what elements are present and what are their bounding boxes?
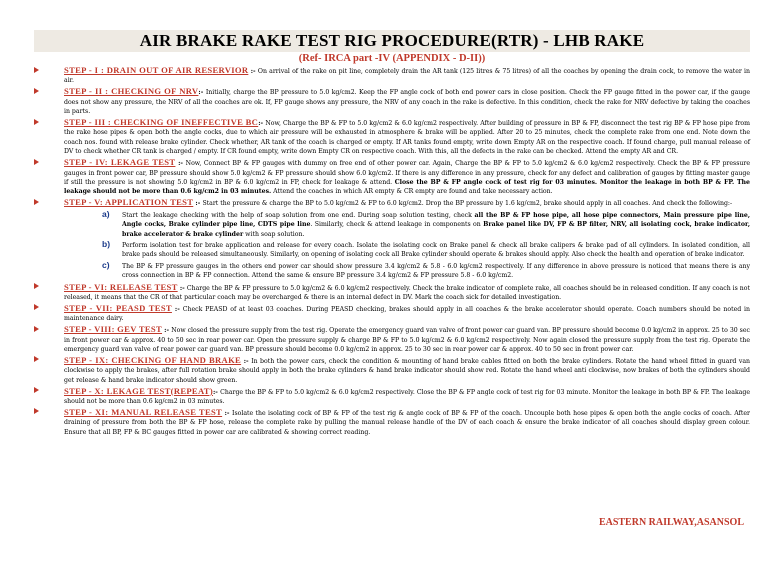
step-separator: :- <box>162 327 172 335</box>
substep-b <box>102 238 750 260</box>
step-heading: STEP - III : CHECKING OF INEFFECTIVE BC <box>64 117 259 128</box>
step-8 <box>34 325 750 354</box>
step-text: Charge the BP & FP to 5.0 kg/cm2 & 6.0 kg/cm2 respectively. Close the BP & FP angle cock of test rig for 03 minute. Monitor the leakage in both BP & FP. The leakage should not be more than 0.6 kg/cm2 in 03 minutes. <box>64 388 751 405</box>
page-title: AIR BRAKE RAKE TEST RIG PROCEDURE(RTR) - LHB RAKE <box>139 31 645 50</box>
substep-text: with soap solution. <box>243 230 305 238</box>
arrow-bullet-icon <box>34 387 39 393</box>
step-heading: STEP - II : CHECKING OF NRV <box>64 86 199 97</box>
footer-organization: EASTERN RAILWAY,ASANSOL <box>598 517 744 528</box>
step-3 <box>34 118 750 157</box>
step-heading: STEP - VI: RELEASE TEST <box>64 281 178 292</box>
step-heading: STEP - X: LEKAGE TEST(REPEAT) <box>64 385 214 396</box>
step-6 <box>34 283 750 303</box>
step-4 <box>34 158 750 197</box>
substep-label: b) <box>102 238 111 249</box>
step-text: Isolate the isolating cock of BP & FP of the test rig & angle cock of BP & FP of the coach. Uncouple both hose pipes & open both the angle cocks of coach. After draining of pressure from both the BP & FP hose, release the complete rake by pulling the manual release handle of the DV of each coach & ensure the brake indicator of all coaches should display green colour. Ensure that all BP, FP & BC gauges fitted in power car are calibrated & showing correct reading. <box>64 409 750 436</box>
step-separator: :- <box>177 284 187 292</box>
step-separator: :- <box>258 120 266 128</box>
step-text-bold: Close the BP & FP angle cock of test rig for 03 minutes. Monitor the leakage in both BP & FP. The leakage should not be more than 0.6 kg/cm2 in 03 minutes. <box>64 178 750 196</box>
arrow-bullet-icon <box>34 199 39 205</box>
arrow-bullet-icon <box>34 119 39 125</box>
substep-label: a) <box>102 208 110 219</box>
arrow-bullet-icon <box>34 159 39 165</box>
step-text: Start the pressure & charge the BP to 5.0 kg/cm2 & FP to 6.0 kg/cm2. Drop the BP pressure by 1.6 kg/cm2, brake should apply in all coaches. And check the following:- <box>202 200 733 208</box>
substep-text: Perform isolation test for brake application and release for every coach. Isolate the isolating cock on Brake panel & check all brake calipers & brake pad of all cylinders. In isolated condition, all brake pads should be released simultaneously. Similarly, on opening of isolating cock all Brake cylinder should operate & brakes should apply. Also check the health and operation of brake indicator. <box>122 241 750 259</box>
step-separator: :- <box>222 409 233 417</box>
step-text: In both the power cars, check the condition & mounting of hand brake cables fitted on both the brake cylinders. Rotate the hand wheel fitted in guard van clockwise to apply the brakes, after full rotation brake should apply in both the brake cylinders & hand brake indicator should show red. Rotate the hand wheel anti clockwise, now brakes of both the cylinders should get release & hand brake indicator should show green. <box>64 357 750 384</box>
page-subtitle: (Ref- IRCA part -IV (APPENDIX - D-II)) <box>298 53 486 64</box>
step-separator: :- <box>193 200 203 208</box>
substep-text: . Similarly, check & attend leakage in components on <box>310 221 484 229</box>
arrow-bullet-icon <box>34 326 39 332</box>
substeps-list <box>64 208 751 281</box>
step-separator: :- <box>198 89 206 97</box>
step-2 <box>34 87 750 116</box>
step-heading: STEP - I : DRAIN OUT OF AIR RESERVIOR <box>64 65 249 75</box>
step-11 <box>34 408 750 437</box>
step-heading: STEP - VIII: GEV TEST <box>64 324 163 335</box>
arrow-bullet-icon <box>34 67 39 73</box>
step-heading: STEP - IV: LEKAGE TEST <box>64 157 176 168</box>
arrow-bullet-icon <box>34 283 39 289</box>
step-separator: :- <box>175 160 186 168</box>
step-10 <box>34 387 750 407</box>
substep-label: c) <box>102 259 110 270</box>
arrow-bullet-icon <box>34 408 39 414</box>
step-separator: :- <box>213 388 221 396</box>
step-heading: STEP - V: APPLICATION TEST <box>64 197 194 208</box>
step-text: On arrival of the rake on pit line, completely drain the AR tank (125 litres & 75 litres) of all the coaches by opening the drain cock, to remove the water in air. <box>64 68 750 85</box>
step-5 <box>34 198 750 280</box>
step-heading: STEP - IX: CHECKING OF HAND BRAKE <box>64 354 242 365</box>
step-text: Charge the BP & FP pressure to 5.0 kg/cm2 & 6.0 kg/cm2 respectively. Check the brake indicator of complete rake, all coaches should be in released condition. If any coach is not released, it means that the CR of that particular coach may be overcharged & there is an internal defect in DV. Mark the coach sick for detailed investigation. <box>64 284 750 301</box>
substep-text: Start the leakage checking with the help of soap solution from one end. During soap solution testing, check <box>122 211 475 219</box>
arrow-bullet-icon <box>34 304 39 310</box>
step-text: Now closed the pressure supply from the test rig. Operate the emergency guard van valve of front power car guard van. BP pressure should become 0.0 kg/cm2 in approx. 25 to 30 sec in front power car & approx. 40 to 50 sec in rear power car. Open the pressure supply & charge BP & FP to 5.0 kg/cm2 & 6.0 kg/cm2 respectively. Now again closed the pressure supply from the test rig. Operate the emergency guard van valve of rear power car guard van. BP pressure should become 0.0 kg/cm2 in approx. 25 to 30 sec in rear power car & approx. 40 to 50 sec in front power car. <box>64 327 750 353</box>
step-heading: STEP - VII: PEASD TEST <box>64 302 172 313</box>
step-separator: :- <box>171 305 183 313</box>
title-band <box>34 30 750 52</box>
substep-text-bold: all the BP & FP hose pipe, all hose pipe connectors, Main pressure pipe line, Angle cocks, Brake cylinder pipe line, CDTS pipe line <box>122 211 751 229</box>
step-separator: :- <box>248 68 258 75</box>
step-text: Initially, charge the BP pressure to 5.0 kg/cm2. Keep the FP angle cock of both end power cars in close position. Check the FP gauge fitted in the power car, if the gauge does not show any pressure, the NRV of all the coaches are ok. If, FP gauge shows any pressure, the NRV of any coach in the rake is defective. In this condition, check the rake for NRV defective by taking the coaches in parts. <box>64 89 750 116</box>
step-1 <box>34 66 750 86</box>
substep-a <box>102 208 751 239</box>
step-text-tail: Attend the coaches in which AR empty & CR empty are found and take necessary action. <box>271 188 553 196</box>
substep-text-bold: Brake panel like DV, FP & BP filter, NRV, all isolating cock, brake indicator, brake accelerator & brake cylinder <box>122 221 750 238</box>
substep-c <box>102 259 750 281</box>
step-7 <box>34 304 750 324</box>
step-text: Now, Charge the BP & FP to 5.0 kg/cm2 & 6.0 kg/cm2 respectively. After building of pressure in BP & FP, disconnect the test rig BP & FP hose pipe from the rake hose pipes & open both the angle cocks, due to which air pressure will be exhausted in atmosphere & brake will be applied. After 20 to 25 minutes, check the complete rake from one end. Note down the coach nos. found with release brake cylinder. Check whether, AR tank of the coach is charged or empty. If AR tanks found empty, write down Empty AR on the respective coach. If found charge, pull manual release of DV to check whether CR tank is charged / empty. If CR found empty, write down Empty CR on respective coach. With this, all the defects in the rake can be checked. Attend the empty AR and CR. <box>64 120 750 156</box>
step-text: Now, Connect BP & FP gauges with dummy on free end of other power car. Again, Charge the BP & FP to 5.0 kg/cm2 & 6.0 kg/cm2 respectively. Check the BP & FP pressure gauges in front power car, BP pressure should show 5.0 kg/cm2 & FP pressure should show 6.0 kg/cm2. If there is any difference in any pressure, check for any defect and calibration of gauges by fitting master gauge if still the pressure is not showing 5.0 kg/cm2 in BP & 6.0 kg/cm2 in FP, check for leakage & attend. <box>64 160 750 186</box>
step-text: Check PEASD of at least 03 coaches. During PEASD checking, brakes should apply in all coaches & the brake accelerator should operate. Coach numbers should be noted in maintenance dairy. <box>64 305 750 323</box>
arrow-bullet-icon <box>34 356 39 362</box>
step-9 <box>34 356 750 385</box>
substep-text: The BP & FP pressure gauges in the others end power car should show pressure 3.4 kg/cm2 & 5.8 - 6.0 kg/cm2 respectively. If any difference in above pressure is noticed that means there is any cross connection in BP & FP connection. Attend the same & ensure BP pressure 3.4 kg/cm2 & FP pressure 5.8 - 6.0 kg/cm2. <box>122 262 750 280</box>
document-page <box>0 30 768 573</box>
arrow-bullet-icon <box>34 88 39 94</box>
step-heading: STEP - XI: MANUAL RELEASE TEST <box>64 406 223 417</box>
steps-list <box>34 66 750 437</box>
step-separator: :- <box>241 357 252 365</box>
